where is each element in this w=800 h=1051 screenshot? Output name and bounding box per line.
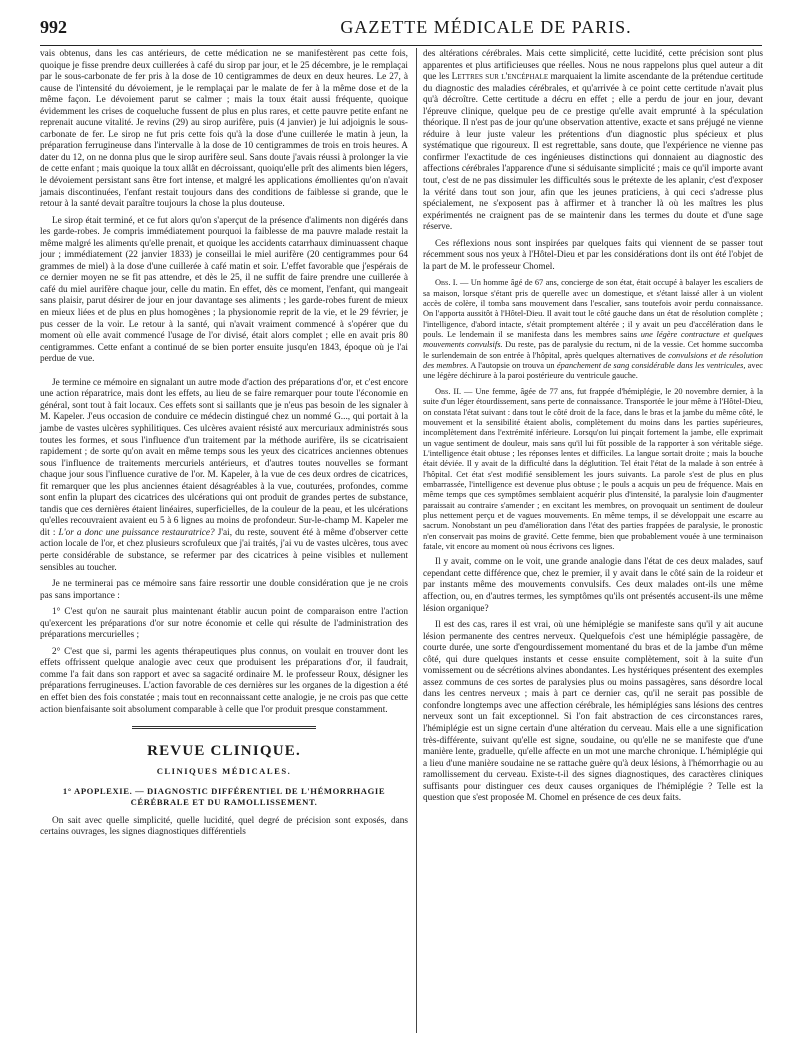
subsection-title: CLINIQUES MÉDICALES.	[156, 766, 292, 777]
left-paragraph-2: Le sirop était terminé, et ce fut alors qu'on s'aperçut de la présence d'aliments non digérés dans les garde-robes. Je compris immédiatement pourquoi la faiblesse de ma pauvre malade restait la même malgré les aliments qu'elle prenait, et quoique les accidents catarrhaux diminuassent chaque jour ; immédiatement (22 janvier 1833) je conseillai le miel aurifère (20 centigrammes pour 64 grammes de miel) à la dose d'une cuillerée à café matin et soir. L'effet favorable que j'espérais de ce dernier moyen ne se fit pas attendre, et dès le 25, il ne suffit de faire prendre une cuillerée à café du miel aurifère chaque jour, celle du matin. En effet, dès ce moment, l'enfant, qui mangeait sans plaisir, parut désirer de jour en jour davantage ses aliments ; les garde-robes furent de mieux en mieux liées et de plus en plus homogènes ; la physionomie reprit de la vie, et le 29 février, je pus cesser de la voir. Le retour à la santé, qui n'avait vraiment commencé à s'opérer que du moment où elle avait commencé l'usage de l'or divisé, était alors complet ; elle en avait pris 80 centigrammes. Cette enfant a continué de se bien porter ensuite jusqu'en 1843, époque où je l'ai perdue de vue.	[40, 215, 408, 365]
observation-2-text: — Une femme, âgée de 77 ans, fut frappée d'hémiplégie, le 20 novembre dernier, à la suite d'un léger étourdissement, sans perte de connaissance. Transportée le jour même à l'Hôtel-Dieu, on constata l'état suivant : dans tout le côté droit de la face, dans le bras et la jambe du même côté, le mouvement et la sensibilité étaient abolis, complètement du moins dans les parties supérieures, incomplètement dans l'extrémité inférieure. Lorsqu'on lui pinçait fortement la jambe, elle exprimait un vague sentiment de douleur, mais sans qu'il lui fût possible de la rapporter à son véritable siége. L'intelligence était obtuse ; les réponses lentes et difficiles. La langue sortait droite ; mais la bouche était déviée. Il y avait de la difficulté dans la déglutition. Tel était l'état de la malade à son entrée à l'hôpital. Cet état s'est modifié sensiblement les jours suivants. La parole s'est de plus en plus embarrassée, l'intelligence est devenue plus obtuse ; le pouls a acquis un peu de fréquence. Mais en même temps que ces symptômes semblaient acquérir plus d'intensité, la paralysie loin d'augmenter paraissait au contraire s'amender ; en excitant les membres, on provoquait un sentiment de douleur plus nettement perçu et de vagues mouvements. En même temps, il se développait une escarre au sacrum. Nonobstant un peu d'amélioration dans l'état des parties frappées de paralysie, le pronostic n'en conservait pas moins de gravité. Cette femme, bien que probablement vouée à une terminaison fatale, vit encore au moment où nous écrivons ces lignes.	[423, 386, 763, 551]
left-paragraph-3-end: J'ai, du reste, souvent été à même d'observer cette action locale de l'or, et chez plusieurs scrofuleux que j'ai traités, j'ai vu de vastes ulcères, tous avec perte considérable de substance, se refermer par des cicatrices à peine visibles et nullement sensibles au toucher.	[40, 527, 408, 573]
left-paragraph-3-text: Je termine ce mémoire en signalant un autre mode d'action des préparations d'or, et c'est encore une action réparatrice, mais dont les effets, au lieu de se faire remarquer pour toute l'économie en général, sont tout à fait locaux. Ces effets sont si saillants que je n'eus pas besoin de les signaler à M. Kapeler. J'eus occasion de conduire ce médecin distingué chez un nommé G..., qui portait à la jambe de vastes ulcères syphilitiques. Ces ulcères avaient résisté aux mercuriaux administrés sous toutes les formes, et sous l'influence d'un traitement par la méthode aurifère, ils se cicatrisaient rapidement ; de sorte qu'on avait en même temps sous les yeux des cicatrices anciennes obtenues sous l'influence de traitements mercuriels antérieurs, et d'autres toutes nouvelles se formant chaque jour sous l'influence curative de l'or. M. Kapeler, à la vue de ces deux ordres de cicatrices, fit remarquer que les plus anciennes étaient désagréables à la vue, couturées, profondes, comme sont enfin la plupart des cicatrices des ulcérations qui ont produit de grandes pertes de substance, tandis que ces dernières étaient linéaires, superficielles, de la couleur de la peau, et les ulcérations qu'elles recouvraient avaient eu 5 à 6 lignes au moins de profondeur. Sur-le-champ M. Kapeler me dit :	[40, 377, 408, 538]
left-paragraph-4: Je ne terminerai pas ce mémoire sans faire ressortir une double considération que je ne crois pas sans importance :	[40, 579, 408, 601]
article-title-text: APOPLEXIE. — DIAGNOSTIC DIFFÉRENTIEL DE L'HÉMORRHAGIE CÉRÉBRALE ET DU RAMOLLISSEMENT.	[74, 785, 386, 807]
right-paragraph-4: Il est des cas, rares il est vrai, où une hémiplégie se manifeste sans qu'il y ait aucune lésion permanente des centres nerveux. Quelquefois c'est une hémiplégie passagère, de courte durée, une sorte d'engourdissement momentané du bras et de la jambe d'un même côté, qui dure quelques instants et cesse ensuite complètement, soit à la suite d'un vomissement ou de sécrétions alvines abondantes. Les hystériques présentent des exemples assez communs de ces sortes de paralysies plus ou moins passagères, sans désordre local dans les centres nerveux ; mais à part ce dernier cas, qu'il ne serait pas possible de confondre longtemps avec une affection cérébrale, les hémiplégies sans lésions des centres nerveux sont un fait exceptionnel. Si l'on fait abstraction de ces circonstances rares, l'hémiplégie est un signe certain d'une altération du cerveau. Mais elle a une signification très-différente, suivant qu'elle est signe, soudaine, ou qu'elle ne se manifeste que d'une manière lente, graduelle, qu'elle affecte en un mot une marche chronique. L'hémiplégie qui a lieu d'une manière soudaine ne se rattache guère qu'à deux lésions, à l'hémorrhagie ou au ramollissement du cerveau. Existe-t-il des signes diagnostiques, des caractères cliniques suffisants pour distinguer ces deux causes organiques de l'hémiplégie ? Telle est la question que s'est proposée M. Chomel en présence de ces deux faits.	[423, 620, 763, 804]
consideration-2: 2° C'est que si, parmi les agents thérapeutiques plus connus, on voulait en trouver dont les effets offrissent quelque analogie avec ceux que produisent les préparations d'or, il faudrait, comme l'a fait dans son rapport et avec sa sagacité ordinaire M. le professeur Roux, désigner les préparations ferrugineuses. L'action favorable de ces dernières sur les organes de la digestion a été en effet bien des fois constatée ; mais tout en reconnaissant cette analogie, je ne crois pas que cette action bienfaisante soit absolument comparable à celle que l'or produit presque constamment.	[40, 646, 408, 715]
observation-1-text: — Un homme âgé de 67 ans, concierge de son état, était occupé à balayer les escaliers de sa maison, lorsque s'étant pris de querelle avec un domestique, et s'étant laissé aller à un violent accès de colère, il tomba sans mouvement dans l'escalier, sans toutefois avoir perdu connaissance. On l'apporta aussitôt à l'Hôtel-Dieu. Il avait tout le côté gauche dans un état de résolution complète ; l'intelligence, d'abord intacte, s'était promptement altérée ; il y avait un peu d'accélération dans le pouls. Le lendemain il se manifesta dans les membres sains	[423, 278, 763, 340]
page-header	[40, 17, 762, 43]
journal-title: GAZETTE MÉDICALE DE PARIS.	[340, 17, 632, 37]
right-paragraph-1-text: des altérations cérébrales. Mais cette simplicité, cette lucidité, cette précision sont plus apparentes et plus artificieuses que réelles. Nous ne nous rappelons plus quel auteur a dit que les	[423, 49, 763, 83]
left-paragraph-1: vais obtenus, dans les cas antérieurs, de cette médication ne se manifestèrent pas cette fois, quoique je fisse prendre deux cuillerées à café du sirop par jour, et le 25 décembre, je le remplaçai par le sous-carbonate de fer pris à la dose de 10 centigrammes de deux en deux heures. Le 27, à cause de l'intensité du dévoiement, je le remplaçai par le malate de fer à la même dose et de la même façon. Le dévoiement parut se calmer ; mais la toux était aussi fréquente, quoique évidemment les crises de coqueluche fussent de plus en plus rares, et cette pauvre petite enfant ne reprenait aucune vitalité. Je revins (29) au sirop aurifère, puis (4 janvier) je lui adjoignis le sous-carbonate de fer. Le sirop ne fut pris cette fois qu'à la dose d'une cuillerée le matin à jeun, la préparation ferrugineuse dans l'intervalle à la dose de 10 centigrammes de trois en trois heures. A dater du 12, on ne donna plus que le sirop aurifère seul. Sans doute j'avais réussi à prolonger la vie de cette enfant ; mais quoique la toux allât en décroissant, quoiqu'elle prît des aliments bien légers, le dévoiement persistant sans être fort intense, et malgré les applications émollientes qu'on n'avait jamais discontinuées, l'enfant restait toujours dans des conditions de faiblesse si grande, que le retour à la santé devait paraître toujours la chose la plus douteuse.	[40, 49, 408, 210]
right-paragraph-1	[423, 49, 763, 234]
left-paragraph-3	[40, 378, 408, 574]
observation-1-label: Obs. I.	[435, 278, 458, 288]
page-number: 992	[40, 17, 67, 37]
header-rule	[40, 45, 762, 46]
section-rule	[132, 726, 316, 729]
observation-1-end: avec une légère déchirure à la paroi postérieure du ventricule gauche.	[423, 361, 764, 381]
kapeler-quote: L'or a donc une puissance restauratrice?	[58, 527, 215, 538]
article-title	[40, 786, 408, 808]
observation-1	[423, 278, 763, 381]
observation-1-italic: une légère contracture et quelques mouvements convulsifs.	[423, 330, 763, 350]
observation-2	[423, 387, 763, 553]
section-title: REVUE CLINIQUE.	[147, 743, 301, 760]
observation-1-mid: Du reste, pas de paralysie du rectum, ni de la vessie. Cet homme succomba le surlendemain de son entrée à l'hôpital, après quelques alternatives de	[423, 340, 763, 360]
right-paragraph-1-end: marquaient la limite ascendante de la prétendue certitude du diagnostic des maladies cérébrales, et qu'arrivée à ce point cette certitude n'avait plus qu'à décroître. Cette certitude a décru en effet ; elle a perdu de jour en jour, devant l'épreuve clinique, quelque peu de ce prestige qu'elle avait emprunté à la spéculation théorique. Il n'est pas de jour qu'une observation attentive, exacte et sans préjugé ne vienne réduire à leur juste valeur les prétentions d'un diagnostic plus spécieux et plus systématique que rigoureux. Il est regrettable, sans doute, que l'expérience ne vienne pas confirmer l'exactitude de ces ingénieuses distinctions qui donnaient au diagnostic des affections cérébrales l'apparence d'une si séduisante simplicité ; mais ce qu'il importe avant tout, c'est de ne pas dissimuler les difficultés sous le prétexte de les aplanir, c'est d'exposer la vérité dans tout son jour, afin que les jeunes praticiens, à qui ceci s'adresse plus spécialement, ne s'exposent pas à affirmer et à trancher là où les maîtres les plus expérimentés ne craignent pas de se maintenir dans les termes du doute et d'une sage réserve.	[423, 72, 763, 233]
observation-1-italic-3: épanchement de sang considérable dans les ventricules,	[556, 361, 746, 371]
lettres-title: Lettres sur l'encéphale	[451, 72, 549, 83]
article-number: 1°	[62, 785, 72, 796]
observation-1-italic-2: convulsions et de résolution des membres.	[423, 350, 763, 371]
right-paragraph-2: Ces réflexions nous sont inspirées par quelques faits qui viennent de se passer tout récemment sous nos yeux à l'Hôtel-Dieu et par les considérations dont ils ont été l'objet de la part de M. le professeur Chomel.	[423, 238, 763, 272]
right-paragraph-3: Il y avait, comme on le voit, une grande analogie dans l'état de ces deux malades, sauf cependant cette différence que, chez le premier, il y avait dans le côté sain de la roideur et par instants même des mouvements convulsifs. Ces deux malades ont-ils une même affection, ou, en d'autres termes, les symptômes qu'ils ont présentés accusent-ils une même lésion organique?	[423, 557, 763, 614]
consideration-1: 1° C'est qu'on ne saurait plus maintenant établir aucun point de comparaison entre l'action qu'exercent les préparations d'or sur notre économie et celle qui résulte de l'administration des préparations mercurielles ;	[40, 607, 408, 641]
right-column	[423, 49, 763, 810]
left-paragraph-7: On sait avec quelle simplicité, quelle lucidité, quel degré de précision sont exposés, dans certains ouvrages, les signes diagnostiques différentiels	[40, 815, 408, 838]
observation-1-mid-2: A l'autopsie on trouva un	[470, 361, 555, 371]
left-column	[40, 49, 408, 844]
column-divider	[416, 48, 417, 1033]
observation-2-label: Obs. II.	[435, 386, 462, 396]
